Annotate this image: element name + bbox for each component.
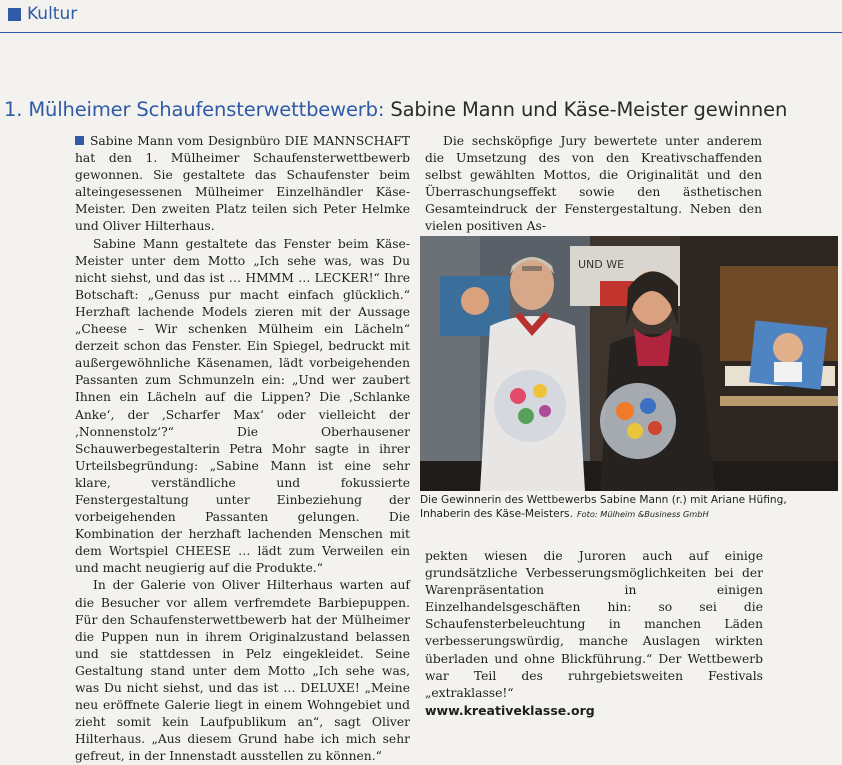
- photo-caption: [420, 494, 840, 521]
- article-paragraph-4: Die sechsköpfige Jury bewertete unter anderem die Umsetzung des von den Kreativschaffenden selbst gewählten Mottos, die Originalität und den Überraschungseffekt sowie den ästhetischen Gesamteindruck der Fenstergestaltung. Neben den vielen positiven As-: [425, 134, 762, 234]
- headline-part2: Sabine Mann und Käse-Meister gewinnen: [384, 98, 788, 121]
- article-photo: [420, 236, 838, 491]
- photo-illustration: [420, 236, 838, 491]
- lead-square-icon: [75, 136, 84, 145]
- shop-sign-text: UND WE: [578, 258, 625, 271]
- section-header: [8, 4, 77, 24]
- article-paragraph-5: pekten wiesen die Juroren auch auf einige grundsätzliche Verbesserungsmöglichkeiten bei der Warenpräsentation in einigen Einzelhandelsgeschäften hin: so sei die Schaufensterbeleuchtung in manchen Läden verbesserungswürdig, manche Auslagen wirkten überladen und ohne Blickführung.“ Der Wettbewerb war Teil des ruhrgebietsweiten Festivals „extraklasse!“: [425, 549, 763, 700]
- section-square-icon: [8, 8, 21, 21]
- website-link[interactable]: www.kreativeklasse.org: [425, 702, 595, 718]
- photo-caption-text: Die Gewinnerin des Wettbewerbs Sabine Mann (r.) mit Ariane Hüfing, Inhaberin des Käse-Meisters.: [420, 494, 787, 520]
- article-column-left: [75, 133, 410, 765]
- article-paragraph-3: In der Galerie von Oliver Hilterhaus warten auf die Besucher vor allem verfremdete Barbiepuppen. Für den Schaufensterwettbewerb hat der Mülheimer die Puppen nun in ihrem Originalzustand belassen und sie stattdessen in Pelz eingekleidet. Seine Gestaltung stand unter dem Motto „Ich sehe was, was Du nicht siehst, und das ist … DELUXE! „Meine neu eröffnete Galerie liegt in einem Wohngebiet und zieht somit kein Laufpublikum an“, sagt Oliver Hilterhaus. „Aus diesem Grund habe ich mich sehr gefreut, in der Innenstadt ausstellen zu können.“: [75, 578, 410, 764]
- photo-credit: Foto: Mülheim &Business GmbH: [576, 508, 709, 519]
- headline: [4, 98, 787, 121]
- article-column-right-bottom: [425, 548, 763, 719]
- article-paragraph-2: Sabine Mann gestaltete das Fenster beim Käse-Meister unter dem Motto „Ich sehe was, was Du nicht siehst, und das ist … HMMM … LECKER!“ Ihre Botschaft: „Genuss pur macht einfach glücklich.“ Herzhaft lachende Models zieren mit der Aussage „Cheese – Wir schenken Mülheim ein Lächeln“ derzeit schon das Fenster. Ein Spiegel, bedruckt mit außergewöhnliche Käsenamen, lädt vorbeigehenden Passanten zum Schmunzeln ein: „Und wer zaubert Ihnen ein Lächeln auf die Lippen? Die ‚Schlanke Anke‘, der ‚Scharfer Max‘ oder vielleicht der ‚Nonnenstolz‘?“ Die Oberhausener Schauwerbegestalterin Petra Mohr sagte in ihrer Urteilsbegründung: „Sabine Mann ist eine sehr klare, verständliche und fokussierte Fenstergestaltung unter Einbeziehung der vorbeigehenden Passanten gelungen. Die Kombination der herzhaft lachenden Menschen mit dem Wortspiel CHEESE … lädt zum Verweilen ein und macht neugierig auf die Produkte.“: [75, 236, 410, 576]
- header-rule: [0, 32, 842, 33]
- section-label: Kultur: [27, 4, 78, 24]
- article-lead-paragraph: Sabine Mann vom Designbüro DIE MANNSCHAFT hat den 1. Mülheimer Schaufensterwettbewerb gewonnen. Sie gestaltete das Schaufenster beim alteingesessenen Mülheimer Einzelhändler Käse-Meister. Den zweiten Platz teilen sich Peter Helmke und Oliver Hilterhaus.: [75, 134, 410, 234]
- article-column-right-top: [425, 133, 762, 236]
- headline-part1: 1. Mülheimer Schaufensterwettbewerb:: [4, 98, 385, 121]
